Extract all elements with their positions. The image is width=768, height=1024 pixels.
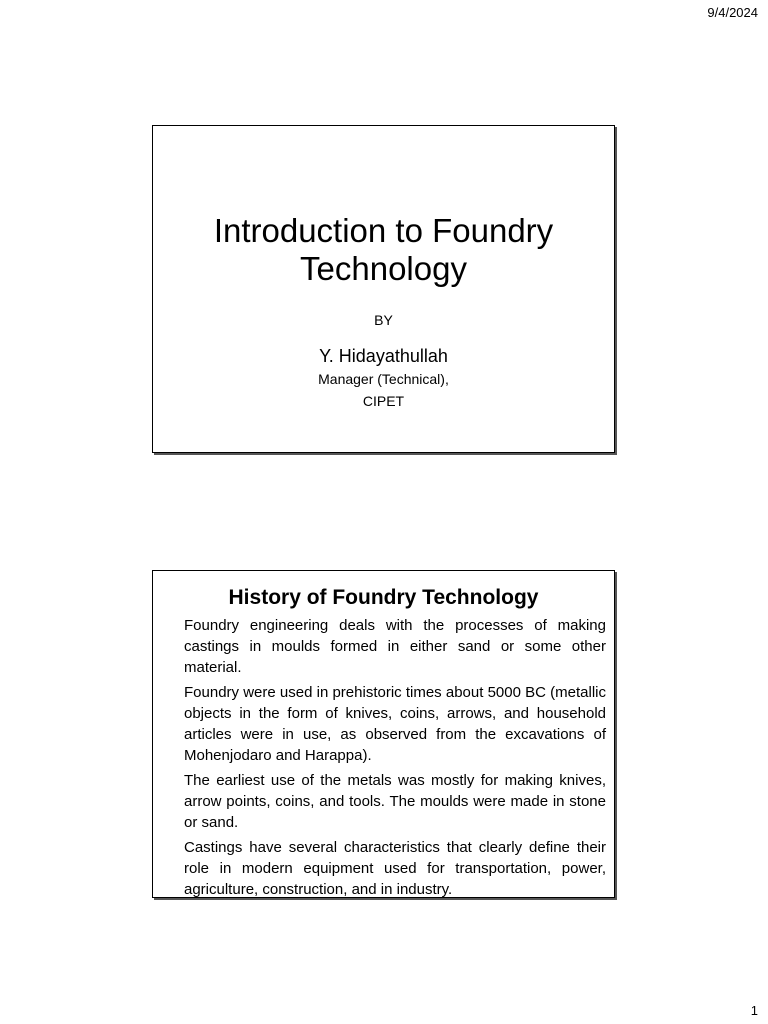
page-number: 1: [750, 1003, 758, 1018]
author-organization: CIPET: [362, 393, 405, 409]
paragraph: The earliest use of the metals was mostly for making knives, arrow points, coins, and tools. The moulds were made in stone or sand.: [184, 772, 606, 831]
slide-title: History of Foundry Technology: [228, 586, 539, 609]
paragraph-list: [153, 615, 614, 900]
paragraph: Foundry were used in prehistoric times about 5000 BC (metallic objects in the form of knives, coins, arrows, and household articles were in use, as observed from the excavations of Mohenjodaro and Harappa).: [184, 684, 606, 764]
paragraph: Foundry engineering deals with the processes of making castings in moulds formed in either sand or some other material.: [184, 617, 606, 676]
history-slide: [152, 570, 615, 898]
author-name: Y. Hidayathullah: [319, 346, 448, 366]
title-slide: [152, 125, 615, 453]
author-role: Manager (Technical),: [318, 371, 449, 387]
by-label: BY: [374, 312, 393, 328]
paragraph: Castings have several characteristics that clearly define their role in modern equipment used for transportation, power, agriculture, construction, and in industry.: [184, 839, 606, 898]
print-date: 9/4/2024: [707, 5, 758, 20]
slide-title: Introduction to Foundry Technology: [213, 212, 554, 287]
